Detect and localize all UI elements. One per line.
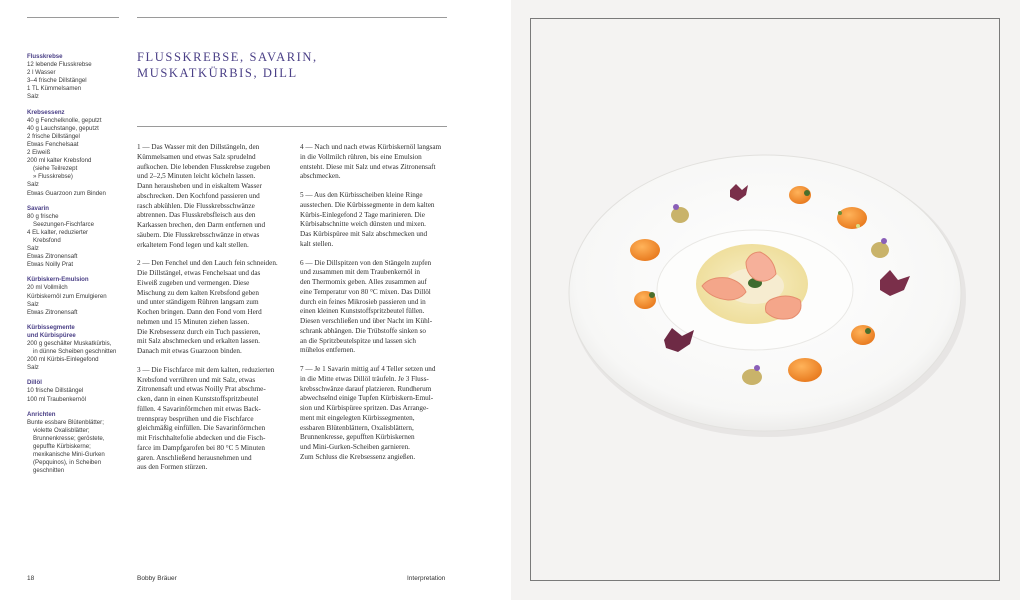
ingredient-line: geschnitten: [33, 467, 65, 475]
step-line: in die Vollmilch rühren, bis eine Emulsion: [300, 152, 422, 161]
step-line: in die Mitte etwas Dillöl träufeln. Je 3 Fluss-: [300, 374, 429, 383]
step-line: und 2–2,5 Minuten leicht köcheln lassen.: [137, 172, 256, 181]
step-line: 1 — Das Wasser mit den Dillstängeln, den: [137, 143, 260, 151]
step-line: garen. Anschließend herausnehmen und: [137, 453, 252, 462]
step-line: Kürbisabschnitte weich dünsten und mixen.: [300, 220, 426, 229]
step-line: 6 — Die Dillspitzen von den Stängeln zupfen: [300, 258, 432, 267]
ingredient-group-heading: Savarin: [27, 204, 50, 212]
step-line: eine Temperatur von 80 °C mixen. Das Dillöl: [300, 287, 431, 296]
step-line: ausstechen. Die Kürbissegmente in dem kalten: [300, 200, 435, 209]
ingredient-line: Salz: [27, 364, 39, 372]
photo-frame: [530, 18, 1000, 581]
ingredient-line: Salz: [27, 245, 39, 253]
step-line: krebsschwänze darauf platzieren. Rundherum: [300, 384, 432, 393]
ingredient-line: 10 frische Dillstängel: [27, 387, 84, 395]
step-line: 2 — Den Fenchel und den Lauch fein schneiden.: [137, 259, 278, 268]
step-line: Danach mit etwas Guarzoon binden.: [137, 347, 242, 355]
title-line-1: FLUSSKREBSE, SAVARIN,: [137, 50, 318, 64]
step-line: an die Spritzbeutelspitze und lassen sich: [300, 336, 416, 345]
ingredient-line: Bunte essbare Blütenblätter;: [27, 418, 104, 426]
step-line: säubern. Die Flusskrebsschwänze in etwas: [137, 230, 260, 239]
step-line: Zitronensaft und etwas Noilly Prat abschme-: [137, 385, 266, 394]
ingredient-line: 12 lebende Flusskrebse: [27, 61, 92, 69]
ingredient-line: 200 ml Kürbis-Einlegefond: [27, 356, 99, 364]
step-line: sion und Kürbispüree spritzen. Das Arrange-: [300, 404, 429, 412]
step-line: cken, dann in einen Kunststoffspritzbeutel: [137, 395, 259, 403]
step-line: und zusammen mit dem Traubenkernöl in: [300, 268, 420, 277]
ingredient-line: mexikanische Mini-Gurken: [33, 451, 105, 459]
ingredient-group-heading: und Kürbispüree: [27, 331, 76, 339]
step-line: Die Krebsessenz durch ein Tuch passieren,: [137, 327, 261, 336]
ingredient-line: 200 ml kalter Krebsfond: [27, 157, 92, 165]
step-line: essbaren Blütenblättern, Oxalisblättern,: [300, 423, 414, 432]
ingredient-group-heading: Krebsessenz: [27, 108, 65, 116]
step-line: einen kleinen Kunststoffspritzbeutel füllen.: [300, 307, 425, 316]
step-line: Dann herausheben und in eiskaltem Wasser: [137, 182, 262, 190]
step-line: mit Salz abschmecken und erkalten lassen.: [137, 337, 260, 346]
step-line: ment mit eingelegten Kürbissegmenten,: [300, 413, 415, 422]
step-line: kalt stellen.: [300, 239, 334, 248]
ingredient-line: Etwas Noilly Prat: [27, 261, 74, 269]
ingredient-group-heading: Anrichten: [27, 410, 56, 418]
step-line: farce im Dampfgarofen bei 80 °C 5 Minuten: [137, 443, 266, 452]
step-line: abschmecken.: [300, 172, 341, 181]
step-line: 7 — Je 1 Savarin mittig auf 4 Teller setzen und: [300, 365, 436, 373]
step-line: Diesen verschließen und über Nacht im Kühl-: [300, 317, 433, 325]
step-line: Brunnenkresse, gepufften Kürbiskernen: [300, 433, 415, 442]
step-line: Kürbis-Einlegefond 2 Tage marinieren. Die: [300, 210, 425, 219]
step-line: entsteht. Diese mit Salz und etwas Zitronensaft: [300, 162, 436, 171]
step-line: abtrennen. Das Flusskrebsfleisch aus den: [137, 211, 256, 220]
ingredient-group-heading: Kürbissegmente: [27, 323, 75, 331]
footer-author: Bobby Bräuer: [137, 575, 177, 582]
step-line: Kümmelsamen und etwas Salz sprudelnd: [137, 152, 256, 161]
ingredient-line: 40 g Lauchstange, geputzt: [27, 124, 99, 132]
step-line: erkaltetem Fond legen und kalt stellen.: [137, 240, 249, 249]
ingredient-line: 4 EL kalter, reduzierter: [27, 228, 89, 236]
title-line-2: MUSKATKÜRBIS, DILL: [137, 66, 298, 80]
ingredient-line: Etwas Zitronensaft: [27, 253, 78, 261]
ingredient-line: violette Oxalisblätter;: [33, 426, 90, 434]
ingredient-line: Etwas Zitronensaft: [27, 308, 78, 316]
ingredient-line: (siehe Teilrezept: [33, 165, 78, 173]
step-line: Mischung zu dem kalten Krebsfond geben: [137, 288, 259, 297]
step-line: den Thermomix geben. Alles zusammen auf: [300, 278, 427, 286]
step-line: 3 — Die Fischfarce mit dem kalten, reduzierten: [137, 365, 275, 374]
step-line: Das Kürbispüree mit Salz abschmecken und: [300, 230, 428, 238]
step-line: abschrecken. Den Kochfond passieren und: [137, 191, 260, 200]
step-line: mit Frischhaltefolie abdecken und die Fisch-: [137, 434, 266, 442]
step-line: durch ein feines Mikrosieb passieren und in: [300, 297, 426, 306]
ingredient-line: (Pepquinos), in Scheiben: [33, 459, 102, 467]
ingredient-line: Etwas Fenchelsaat: [27, 140, 79, 148]
step-line: trennspray besprühen und die Fischfarce: [137, 414, 254, 423]
step-line: Krebsfond verrühren und mit Salz, etwas: [137, 375, 256, 384]
ingredient-line: Salz: [27, 300, 39, 308]
ingredient-line: 2 Eiweiß: [27, 149, 51, 157]
ingredient-line: Kürbiskernöl zum Emulgieren: [27, 292, 107, 300]
step-line: 4 — Nach und nach etwas Kürbiskernöl langsam: [300, 143, 442, 151]
ingredient-line: Salz: [27, 181, 39, 189]
ingredient-group-heading: Flusskrebse: [27, 53, 63, 60]
footer-section: Interpretation: [407, 575, 446, 582]
ingredient-line: gepuffte Kürbiskerne;: [33, 443, 91, 451]
step-line: aufkochen. Die lebenden Flusskrebse zugeben: [137, 162, 271, 171]
ingredient-line: Etwas Guarzoon zum Binden: [27, 189, 106, 197]
step-line: nehmen und 15 Minuten ziehen lassen.: [137, 317, 250, 326]
step-line: Kochen bringen. Dann den Fond vom Herd: [137, 308, 262, 316]
ingredient-line: Krebsfond: [33, 236, 61, 244]
ingredient-line: Brunnenkresse; geröstete,: [33, 434, 105, 442]
ingredient-line: 2 frische Dillstängel: [27, 132, 80, 140]
step-line: abwechselnd einige Tupfen Kürbiskern-Emul-: [300, 394, 434, 403]
ingredient-line: 100 ml Traubenkernöl: [27, 395, 86, 403]
ingredient-line: 3–4 frische Dillstängel: [27, 77, 87, 85]
ingredient-line: Salz: [27, 93, 39, 101]
step-line: aus den Formen stürzen.: [137, 463, 208, 472]
step-line: Die Dillstängel, etwas Fenchelsaat und das: [137, 269, 261, 277]
ingredient-group-heading: Kürbiskern-Emulsion: [27, 276, 89, 284]
step-line: Karkassen brechen, den Darm entfernen und: [137, 221, 266, 229]
step-line: und unter ständigem Rühren langsam zum: [137, 298, 259, 307]
step-line: Zum Schluss die Krebsessenz angießen.: [300, 452, 416, 461]
step-line: füllen. 4 Savarinförmchen mit etwas Back-: [137, 404, 261, 413]
step-line: gleichmäßig einfüllen. Die Savarinförmchen: [137, 424, 266, 433]
ingredient-line: 80 g frische: [27, 212, 59, 220]
ingredient-line: » Flusskrebse): [33, 173, 73, 181]
ingredient-line: 2 l Wasser: [27, 69, 56, 77]
ingredient-line: 40 g Fenchelknolle, geputzt: [27, 116, 102, 124]
ingredient-line: in dünne Scheiben geschnitten: [33, 348, 117, 356]
step-line: schrank abhängen. Die Trübstoffe sinken so: [300, 326, 427, 335]
ingredient-line: 200 g geschälter Muskatkürbis,: [27, 340, 112, 347]
step-line: 5 — Aus den Kürbisscheiben kleine Ringe: [300, 191, 423, 199]
step-line: rasch abkühlen. Die Flusskrebsschwänze: [137, 201, 255, 210]
step-line: Eiweiß zugeben und vermengen. Diese: [137, 278, 250, 287]
step-line: mühelos entfernen.: [300, 346, 356, 355]
ingredient-line: 20 ml Vollmilch: [27, 284, 68, 292]
page-number: 18: [27, 575, 35, 582]
ingredient-line: Seezungen-Fischfarce: [33, 220, 94, 228]
ingredient-line: 1 TL Kümmelsamen: [27, 85, 82, 93]
ingredient-group-heading: Dillöl: [27, 379, 42, 387]
step-line: und Mini-Gurken-Scheiben garnieren.: [300, 443, 410, 451]
